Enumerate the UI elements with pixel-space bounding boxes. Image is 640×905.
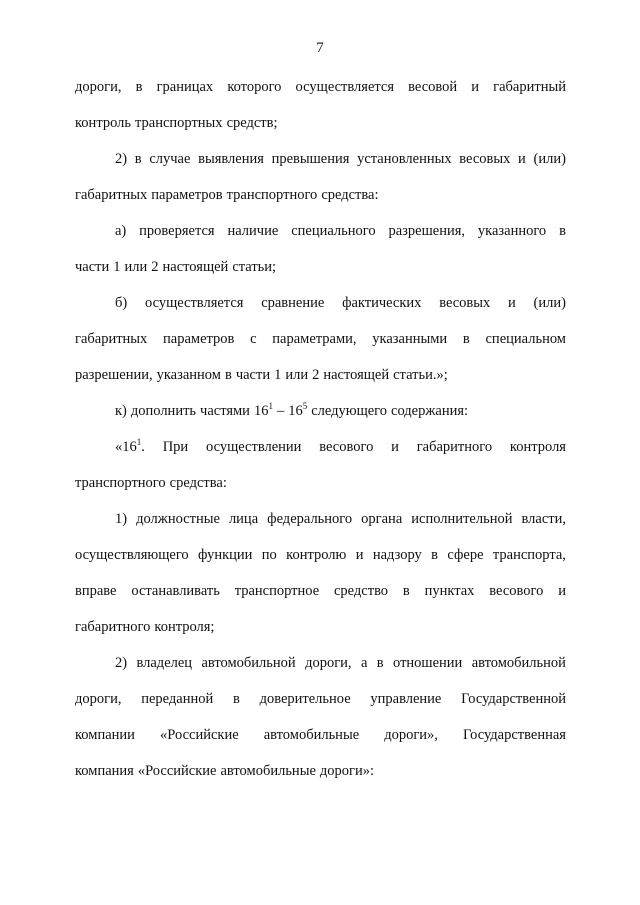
word: автомобильные [220, 763, 316, 779]
word: в [134, 151, 142, 167]
word: транспорта, [492, 547, 566, 563]
word: должностные [136, 511, 220, 527]
word: а) [115, 223, 127, 239]
word: и [508, 295, 516, 311]
word: отношении [393, 655, 463, 671]
word: (или) [533, 151, 566, 167]
word: транспортное [234, 583, 320, 599]
word: содержания: [391, 403, 469, 419]
text-line [75, 364, 566, 400]
word: а [360, 655, 368, 671]
word: габаритного [416, 439, 493, 455]
word: транспортного [226, 187, 318, 203]
word: установленных [357, 151, 452, 167]
word: автомобильной [471, 655, 566, 671]
text-line [75, 616, 566, 652]
word: переданной [141, 691, 214, 707]
word: проверяется [139, 223, 215, 239]
word: 2) [115, 655, 128, 671]
word: федерального [267, 511, 353, 527]
word: превышения [271, 151, 350, 167]
word: осуществляется [144, 295, 244, 311]
word: дороги»: [319, 763, 374, 779]
word: специального [291, 223, 376, 239]
word: контроль [75, 115, 131, 131]
word: и [558, 583, 566, 599]
word: органа [361, 511, 403, 527]
text-line [75, 328, 566, 364]
word: средство [333, 583, 389, 599]
word: в [431, 547, 439, 563]
word: средства: [169, 475, 227, 491]
text-line [75, 400, 566, 436]
word: и [518, 151, 526, 167]
word: автомобильной [201, 655, 296, 671]
word: «$16^1$. [115, 437, 145, 455]
word: средства: [321, 187, 379, 203]
word: контролю [286, 547, 347, 563]
word: параметров [163, 331, 235, 347]
word: средств; [226, 115, 278, 131]
word: по [261, 547, 277, 563]
word: статьи; [232, 259, 277, 275]
word: параметров [151, 187, 223, 203]
word: компании [75, 727, 135, 743]
word: останавливать [131, 583, 220, 599]
paragraph [75, 508, 566, 652]
text-line [75, 760, 566, 796]
word: статьи.»; [393, 367, 448, 383]
text-line [75, 544, 566, 580]
document-body [75, 76, 566, 796]
word: части [75, 259, 110, 275]
paragraph [75, 436, 566, 508]
word: дополнить [130, 403, 197, 419]
word: весовой [408, 79, 458, 95]
word: осуществляющего [75, 547, 189, 563]
word: – [276, 403, 285, 419]
word: автомобильные [263, 727, 360, 743]
word: надзору [372, 547, 422, 563]
word: дороги», [384, 727, 438, 743]
word: Государственная [463, 727, 566, 743]
word: доверительное [259, 691, 351, 707]
word: компания [75, 763, 134, 779]
word: 2 [151, 259, 159, 275]
word: в [376, 655, 384, 671]
word: фактических [342, 295, 422, 311]
text-line [75, 76, 566, 112]
text-line [75, 220, 566, 256]
word: или [124, 259, 148, 275]
text-line [75, 436, 566, 472]
word: вправе [75, 583, 117, 599]
word: б) [115, 295, 128, 311]
word: частями [200, 403, 250, 419]
word: $16^5$ [288, 401, 308, 419]
word: в [462, 331, 470, 347]
text-line [75, 472, 566, 508]
word: настоящей [323, 367, 390, 383]
word: в [559, 223, 566, 239]
word: габаритный [493, 79, 566, 95]
word: Государственной [461, 691, 566, 707]
word: При [162, 439, 189, 455]
word: транспортного [75, 475, 166, 491]
word: сравнение [261, 295, 325, 311]
text-line [75, 148, 566, 184]
word: выявления [198, 151, 264, 167]
paragraph [75, 400, 566, 436]
word: к) [115, 403, 127, 419]
paragraph [75, 652, 566, 796]
word: 2) [115, 151, 128, 167]
word: транспортных [135, 115, 223, 131]
text-line [75, 292, 566, 328]
word: в [402, 583, 410, 599]
text-line [75, 652, 566, 688]
word: пунктах [424, 583, 475, 599]
word: наличие [227, 223, 279, 239]
page-number: 7 [316, 40, 324, 56]
word: габаритных [75, 331, 148, 347]
word: весового [489, 583, 544, 599]
word: «Российские [137, 763, 217, 779]
word: весовых [439, 295, 491, 311]
word: 1 [274, 367, 282, 383]
word: владелец [136, 655, 193, 671]
word: разрешения, [388, 223, 466, 239]
word: лица [228, 511, 259, 527]
word: осуществлении [205, 439, 302, 455]
word: указанного [477, 223, 547, 239]
word: дороги, [305, 655, 352, 671]
text-line [75, 508, 566, 544]
text-line [75, 724, 566, 760]
word: контроля; [154, 619, 215, 635]
word: которого [227, 79, 282, 95]
text-line [75, 112, 566, 148]
word: границах [156, 79, 214, 95]
word: власти, [521, 511, 566, 527]
word: 1) [115, 511, 128, 527]
word: в [232, 691, 240, 707]
word: $16^1$ [253, 401, 273, 419]
word: в [135, 79, 143, 95]
word: (или) [533, 295, 566, 311]
word: дороги, [75, 79, 122, 95]
word: в [224, 367, 232, 383]
word: габаритных [75, 187, 148, 203]
word: 2 [312, 367, 320, 383]
word: сфере [447, 547, 484, 563]
word: и [355, 547, 364, 563]
text-line [75, 184, 566, 220]
word: весовых [459, 151, 511, 167]
word: указанными [372, 331, 448, 347]
paragraph [75, 220, 566, 292]
paragraph [75, 148, 566, 220]
word: 1 [113, 259, 121, 275]
word: разрешении, [75, 367, 153, 383]
word: исполнительной [411, 511, 513, 527]
text-line [75, 688, 566, 724]
word: части [235, 367, 271, 383]
word: параметрами, [272, 331, 357, 347]
word: и [391, 439, 399, 455]
text-line [75, 580, 566, 616]
paragraph [75, 76, 566, 148]
word: «Российские [160, 727, 239, 743]
word: случае [149, 151, 191, 167]
word: функции [198, 547, 253, 563]
word: контроля [509, 439, 566, 455]
word: дороги, [75, 691, 122, 707]
word: с [250, 331, 257, 347]
word: и [471, 79, 480, 95]
word: специальном [485, 331, 566, 347]
word: габаритного [75, 619, 151, 635]
word: управление [370, 691, 442, 707]
word: следующего [311, 403, 388, 419]
word: осуществляется [295, 79, 395, 95]
word: или [285, 367, 309, 383]
word: указанном [156, 367, 221, 383]
text-line [75, 256, 566, 292]
word: весового [319, 439, 374, 455]
paragraph [75, 292, 566, 400]
word: настоящей [162, 259, 229, 275]
